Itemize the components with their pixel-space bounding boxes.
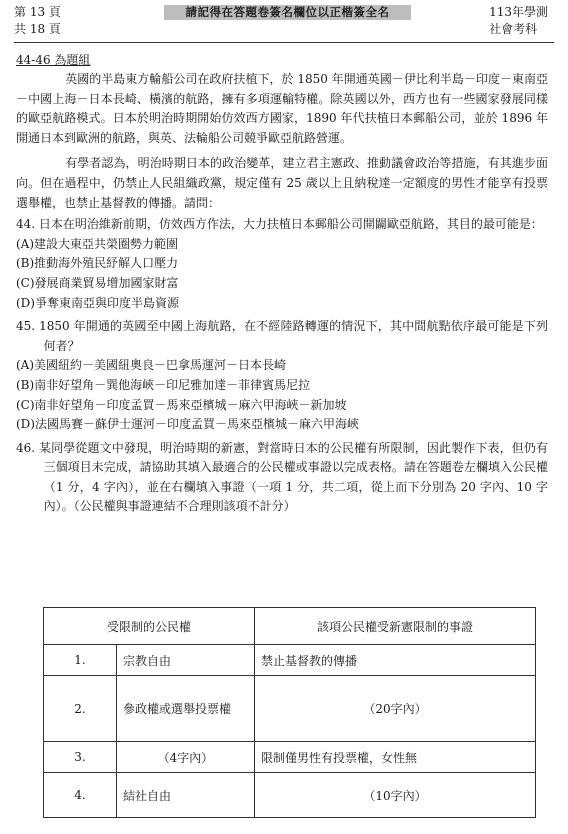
row-right-blank: （4字內） [117, 742, 255, 773]
row-right: 結社自由 [117, 773, 255, 818]
question-44 [16, 215, 548, 313]
header-divider [14, 42, 554, 43]
row-right: 參政權或選舉投票權 [117, 676, 255, 742]
row-evidence: 禁止基督教的傳播 [255, 645, 536, 676]
row-number: 3. [44, 742, 117, 773]
question-45-option-b: (B)南非好望角－巽他海峽－印尼雅加達－菲律賓馬尼拉 [16, 377, 311, 392]
question-45-option-d: (D)法國馬賽－蘇伊士運河－印度孟買－馬來亞檳城－麻六甲海峽 [16, 417, 359, 432]
question-45-option-c: (C)南非好望角－印度孟買－馬來亞檳城－麻六甲海峽－新加坡 [16, 397, 347, 412]
row-number: 4. [44, 773, 117, 818]
row-evidence: 限制僅男性有投票權，女性無 [255, 742, 536, 773]
table-row [44, 676, 536, 742]
table-header-evidence: 該項公民權受新憲限制的事證 [255, 608, 536, 645]
page-info [14, 4, 61, 38]
row-evidence-blank: （10字內） [255, 773, 536, 818]
question-45-option-a: (A)美國紐約－美國紐奧良－巴拿馬運河－日本長崎 [16, 358, 287, 373]
question-46-stem: 46. 某同學從題文中發現，明治時期的新憲，對當時日本的公民權有所限制，因此製作下表，但仍有三個項目未完成，請協助其填入最適合的公民權或事證以完成表格。請在答題卷左欄填入公民權（1 分，4 字內），並在右欄填入事證（一項 1 分，共二項，從上而下分別為 20 字內、10 字內）。（公民權與事證連結不合理則該項不計分） [16, 440, 548, 514]
question-44-option-a: (A)建設大東亞共榮圈勢力範圍 [16, 236, 179, 251]
question-44-option-c: (C)發展商業貿易增加國家財富 [16, 275, 179, 290]
table-header-rights: 受限制的公民權 [44, 608, 255, 645]
row-number: 1. [44, 645, 117, 676]
question-46 [16, 439, 548, 517]
question-content [16, 70, 548, 517]
row-evidence-blank: （20字內） [255, 676, 536, 742]
group-title: 44-46 為題組 [16, 53, 91, 67]
exam-year: 113年學測 [489, 5, 548, 19]
table-row [44, 742, 536, 773]
rights-table [43, 607, 536, 818]
subject: 社會考科 [489, 22, 538, 36]
row-right: 宗教自由 [117, 645, 255, 676]
passage-paragraph-2: 有學者認為，明治時期日本的政治變革，建立君主憲政、推動議會政治等措施，有其進步面向。但在過程中，仍禁止人民組織政黨，規定僅有 25 歲以上且納稅達一定額度的男性才能享有投票選舉權，也禁止基督教的傳播。請問： [16, 156, 548, 210]
page-current: 第 13 頁 [14, 5, 61, 19]
question-44-option-b: (B)推動海外殖民紓解人口壓力 [16, 256, 179, 271]
question-44-stem: 44. 日本在明治維新前期，仿效西方作法，大力扶植日本郵船公司開闢歐亞航路，其目的最可能是： [16, 217, 543, 232]
question-45 [16, 317, 548, 435]
table-row [44, 645, 536, 676]
question-45-stem: 45. 1850 年開通的英國至中國上海航路，在不經陸路轉運的情況下，其中間航點依序最可能是下列何者？ [16, 319, 548, 353]
question-44-option-d: (D)爭奪東南亞與印度半島資源 [16, 295, 179, 310]
signature-notice: 請記得在答題卷簽名欄位以正楷簽全名 [164, 5, 411, 20]
table-row [44, 773, 536, 818]
table-header-row [44, 608, 536, 645]
row-number: 2. [44, 676, 117, 742]
exam-info [489, 4, 548, 38]
page-total: 共 18 頁 [14, 22, 61, 36]
passage-paragraph-1: 英國的半島東方輪船公司在政府扶植下，於 1850 年開通英國－伊比利半島－印度－東南亞－中國上海－日本長崎、橫濱的航路，擁有多項運輸特權。除英國以外，西方也有一些國家發展同樣的歐亞航路模式。日本於明治時期開始仿效西方國家，1890 年代扶植日本郵船公司，並於 1896 年開通日本到歐洲的航路，與英、法輪船公司競爭歐亞航路營運。 [16, 72, 548, 145]
